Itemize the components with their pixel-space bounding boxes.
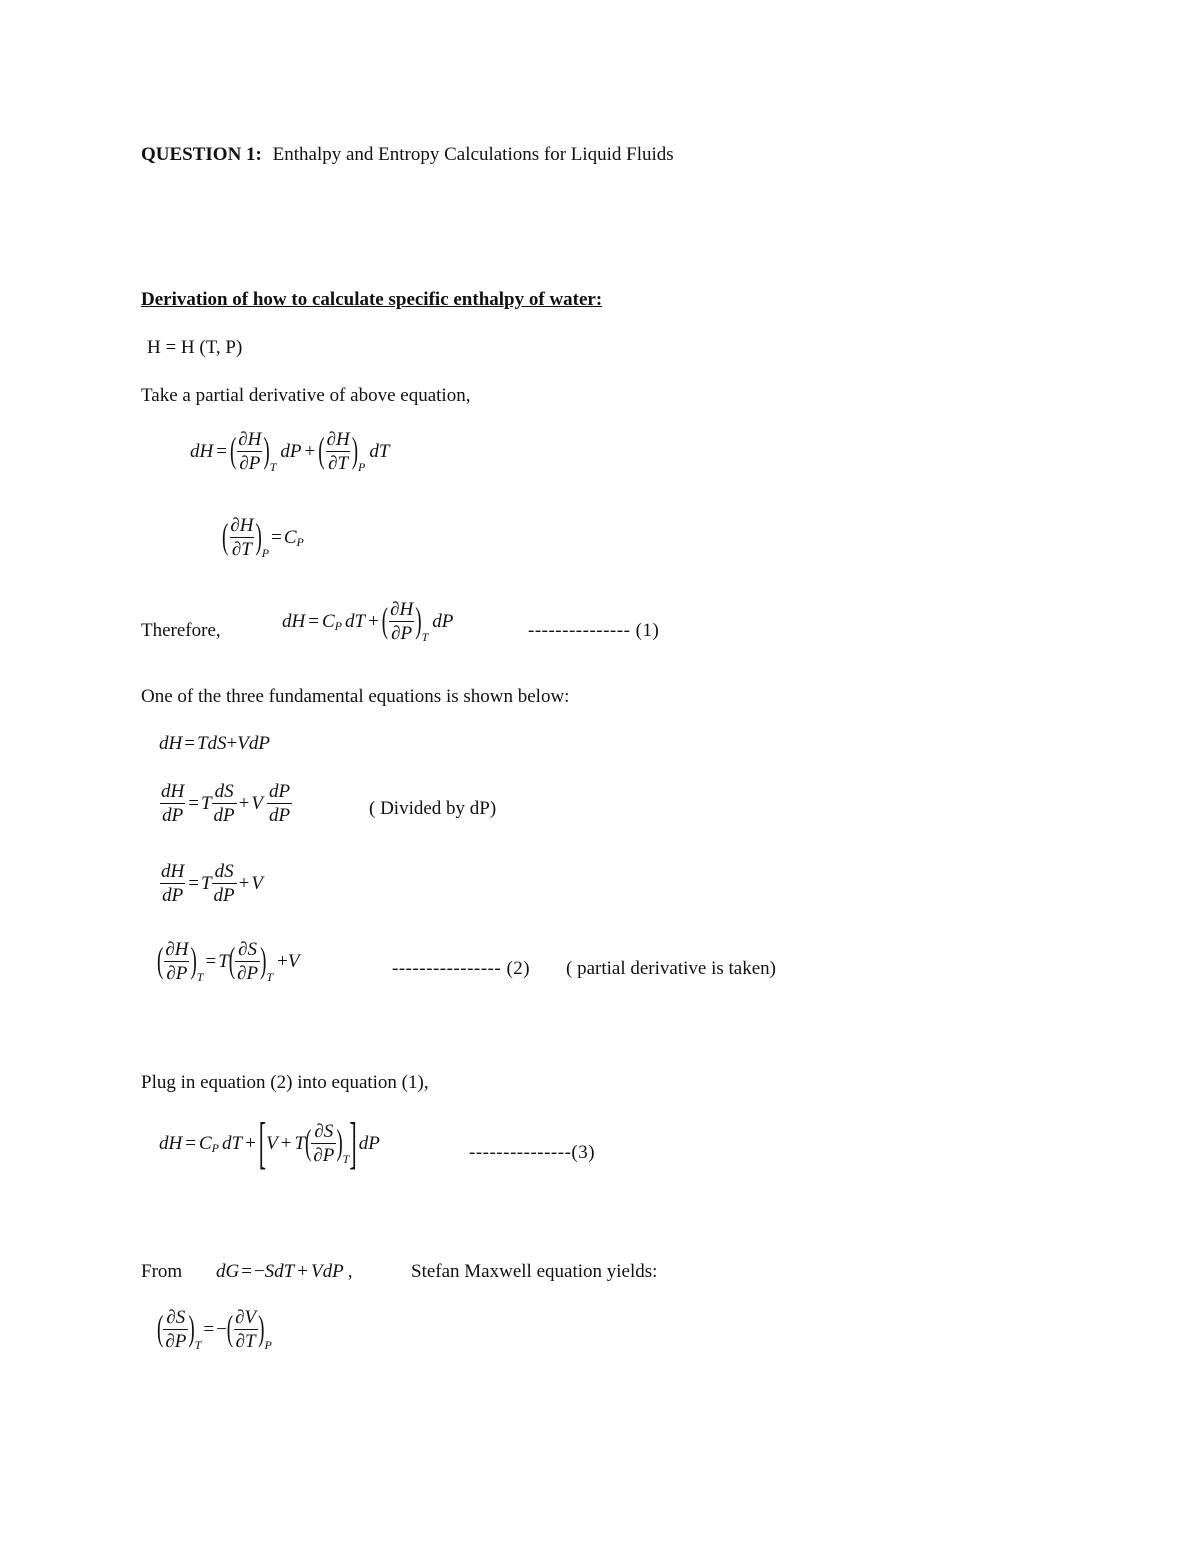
equation-dh-partials: dH = ( $\frac{\partial H}{\partial P}$ ) T dP + ( $\frac{\partial H}{\partial T}$ ) P dT (190, 429, 390, 474)
equation-2-marker: ---------------- (2) (392, 958, 531, 979)
eq-symbol: + (368, 611, 379, 632)
subscript: T (194, 1338, 202, 1352)
eq-symbol: = (188, 793, 199, 814)
subscript: P (334, 618, 342, 633)
eq-symbol: = (203, 1319, 215, 1340)
fraction-denominator: ∂T (235, 1331, 256, 1352)
eq-symbol: dP (432, 611, 454, 632)
subscript: P (296, 534, 304, 549)
question-label: QUESTION 1: (141, 144, 262, 165)
eq-symbol: dH (159, 1133, 183, 1154)
eq-symbol: T (294, 1133, 306, 1154)
subscript: T (266, 970, 274, 984)
eq-symbol: V (287, 951, 300, 972)
subscript: P (358, 460, 366, 474)
subscript: P (211, 1140, 219, 1155)
eq-symbol: − (253, 1261, 265, 1282)
section-heading: Derivation of how to calculate specific enthalpy of water: (141, 289, 603, 310)
eq-symbol: = (271, 527, 282, 548)
eq-symbol: T (218, 951, 229, 972)
subscript: T (342, 1152, 350, 1166)
equation-cp-definition: ( $\frac{\partial H}{\partial T}$ ) P = C P (222, 515, 304, 560)
eq-symbol: dH (190, 441, 214, 462)
equation-divided (159, 782, 292, 825)
eq-symbol: + (238, 873, 250, 894)
fraction-numerator: ∂H (326, 429, 350, 450)
fraction-denominator: ∂P (313, 1145, 335, 1166)
fraction-numerator: ∂V (235, 1307, 257, 1328)
fraction (212, 782, 237, 825)
fundamental-text: One of the three fundamental equations is shown below: (141, 686, 570, 707)
subscript: P (261, 546, 270, 560)
equation-1: dH = C P dT + ( $\frac{\partial H}{\partial P}$ ) T dP (282, 599, 454, 644)
eq-symbol: VdP (310, 1261, 344, 1282)
fraction (212, 862, 237, 905)
eq-symbol: V (251, 793, 263, 814)
fraction-denominator: ∂T (328, 453, 349, 474)
fraction (159, 862, 186, 905)
fundamental-equation (159, 734, 270, 753)
fraction (159, 782, 186, 825)
eq-symbol: C (321, 611, 335, 632)
eq-symbol: = (188, 873, 199, 894)
therefore-text: Therefore, (141, 620, 221, 641)
eq-symbol: dP (358, 1133, 380, 1154)
fraction-denominator: ∂P (391, 623, 413, 644)
fraction-denominator: ∂P (239, 453, 261, 474)
fraction (163, 1308, 188, 1351)
take-partial-text: Take a partial derivative of above equation, (141, 385, 471, 406)
eq-symbol: V (266, 1133, 278, 1154)
fraction-numerator: ∂S (238, 939, 258, 960)
fraction-denominator: ∂P (166, 963, 188, 984)
eq-symbol: C (198, 1133, 212, 1154)
eq-symbol: + (280, 1133, 292, 1154)
fraction-denominator: dP (162, 885, 184, 906)
eq-symbol: = (185, 1133, 196, 1154)
partial-note: ( partial derivative is taken) (566, 958, 776, 979)
fraction (311, 1122, 336, 1165)
eq-symbol: = (205, 951, 217, 972)
fraction-numerator: dS (214, 781, 234, 802)
eq-symbol: = (241, 1261, 252, 1282)
fraction-numerator: dH (161, 781, 185, 802)
fraction-numerator: ∂H (390, 599, 414, 620)
eq-symbol: dT (344, 611, 366, 632)
subscript: T (421, 630, 429, 644)
fraction-denominator: ∂T (231, 539, 252, 560)
maxwell-relation: ( $\frac{\partial S}{\partial P}$ ) T = − ( $\frac{\partial V}{\partial T}$ ) P (157, 1307, 272, 1352)
eq-symbol: TdS (196, 733, 227, 754)
fraction (267, 782, 292, 825)
eq-symbol: + (238, 793, 250, 814)
equation-3-marker: ---------------(3) (469, 1142, 596, 1163)
fraction (235, 940, 260, 983)
eq-symbol: SdT (264, 1261, 295, 1282)
subscript: P (264, 1338, 272, 1352)
eq-symbol: V (251, 873, 263, 894)
fraction-numerator: ∂S (166, 1307, 186, 1328)
eq-symbol: VdP (237, 733, 270, 754)
fraction-denominator: dP (213, 885, 235, 906)
eq-symbol: dT (369, 441, 390, 462)
eq-symbol: + (277, 951, 288, 972)
eq-symbol: T (200, 793, 212, 814)
eq-symbol: dT (221, 1133, 243, 1154)
eq-symbol: dH (282, 611, 306, 632)
equation-1-marker: --------------- (1) (528, 620, 660, 641)
fraction-numerator: dS (214, 861, 234, 882)
equation-2: ( $\frac{\partial H}{\partial P}$ ) T = T ( $\frac{\partial S}{\partial P}$ ) T + V (157, 939, 300, 984)
subscript: T (269, 460, 277, 474)
fraction (236, 430, 263, 473)
eq-symbol: dG (216, 1261, 240, 1282)
eq-symbol: , (347, 1261, 353, 1282)
divided-note: ( Divided by dP) (369, 798, 497, 819)
fraction (325, 430, 352, 473)
from-text: From (141, 1261, 183, 1282)
eq-symbol: = (308, 611, 319, 632)
eq-symbol: + (226, 733, 238, 754)
eq-symbol: + (297, 1261, 308, 1282)
h-definition: H = H (T, P) (147, 337, 243, 358)
fraction-numerator: ∂S (314, 1121, 334, 1142)
eq-symbol: + (304, 441, 316, 462)
fraction (163, 940, 190, 983)
equation-3: dH = C P dT + [ V + T ( $\frac{\partial S}{\partial P}$ ) T ] dP (159, 1109, 380, 1175)
fraction-numerator: ∂H (165, 939, 189, 960)
eq-symbol: − (216, 1319, 227, 1340)
subscript: T (196, 970, 204, 984)
equation-simplified (159, 862, 263, 905)
eq-symbol: dP (280, 441, 302, 462)
fraction (233, 1308, 258, 1351)
eq-symbol: C (283, 527, 297, 548)
question-title-text: Enthalpy and Entropy Calculations for Liquid Fluids (272, 144, 674, 165)
fraction (388, 600, 415, 643)
fraction-denominator: dP (162, 805, 184, 826)
plug-in-text: Plug in equation (2) into equation (1), (141, 1072, 429, 1093)
fraction-numerator: dP (268, 781, 291, 802)
fraction-denominator: ∂P (237, 963, 259, 984)
question-title (141, 145, 674, 164)
fraction-numerator: ∂H (238, 429, 262, 450)
fraction-numerator: ∂H (230, 515, 254, 536)
fraction-denominator: dP (268, 805, 291, 826)
gibbs-equation (216, 1262, 352, 1281)
eq-symbol: T (200, 873, 212, 894)
fraction-numerator: dH (161, 861, 185, 882)
maxwell-text: Stefan Maxwell equation yields: (411, 1261, 658, 1282)
eq-symbol: = (184, 733, 195, 754)
eq-symbol: = (216, 441, 227, 462)
eq-symbol: + (245, 1133, 256, 1154)
fraction (228, 516, 255, 559)
eq-symbol: dH (159, 733, 183, 754)
fraction-denominator: ∂P (165, 1331, 187, 1352)
fraction-denominator: dP (213, 805, 235, 826)
